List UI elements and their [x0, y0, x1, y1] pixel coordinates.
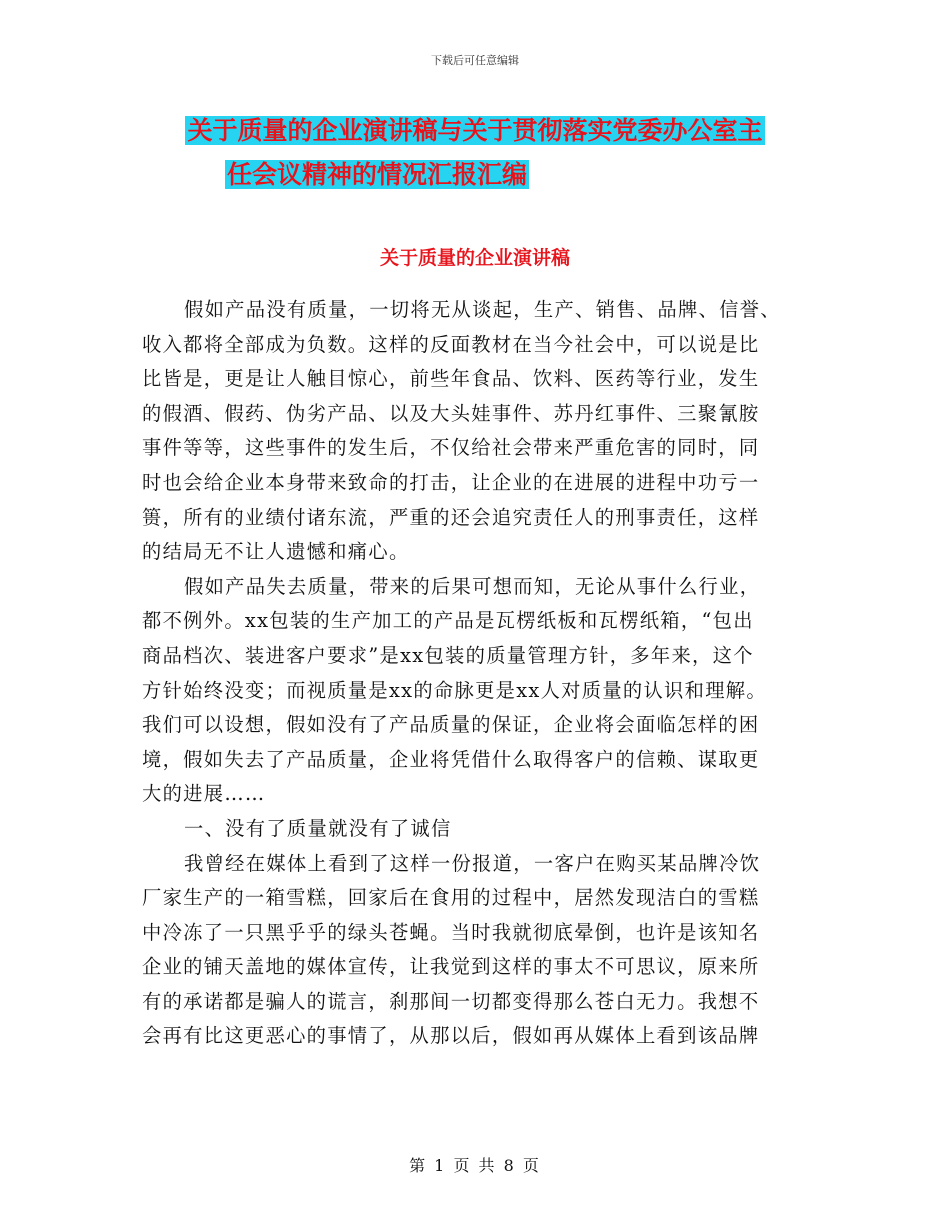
- paragraph-line: 商品档次、装进客户要求”是xx包装的质量管理方针，多年来，这个: [142, 643, 754, 667]
- page-number-footer: 第 1 页 共 8 页: [409, 1156, 541, 1175]
- title-line-1-text: 关于质量的企业演讲稿与关于贯彻落实党委办公室主: [187, 116, 763, 145]
- paragraph-line: 我曾经在媒体上看到了这样一份报道，一客户在购买某品牌冷饮: [184, 851, 761, 875]
- header-note: 下载后可任意编辑: [431, 54, 519, 67]
- paragraph-line: 方针始终没变；而视质量是xx的命脉更是xx人对质量的认识和理解。: [142, 678, 767, 702]
- paragraph-line: 我们可以设想，假如没有了产品质量的保证，企业将会面临怎样的困: [142, 713, 760, 737]
- paragraph-line: 假如产品失去质量，带来的后果可想而知，无论从事什么行业，: [184, 574, 761, 598]
- paragraph-line: 时也会给企业本身带来致命的打击，让企业的在进展的进程中功亏一: [142, 470, 760, 494]
- paragraph-line: 的结局无不让人遗憾和痛心。: [142, 540, 410, 564]
- section-subheading: 一、没有了质量就没有了诚信: [184, 816, 452, 840]
- section-heading: 关于质量的企业演讲稿: [379, 247, 570, 269]
- paragraph-line: 中冷冻了一只黑乎乎的绿头苍蝇。当时我就彻底晕倒，也许是该知名: [142, 920, 760, 944]
- paragraph-line: 收入都将全部成为负数。这样的反面教材在当今社会中，可以说是比: [142, 332, 760, 356]
- document-title-line-1: [0, 110, 950, 152]
- paragraph-line: 的假酒、假药、伪劣产品、以及大头娃事件、苏丹红事件、三聚氰胺: [142, 401, 760, 425]
- paragraph-line: 有的承诺都是骗人的谎言，刹那间一切都变得那么苍白无力。我想不: [142, 989, 760, 1013]
- paragraph-line: 厂家生产的一箱雪糕，回家后在食用的过程中，居然发现洁白的雪糕: [142, 886, 760, 910]
- paragraph-line: 篑，所有的业绩付诸东流，严重的还会追究责任人的刑事责任，这样: [142, 505, 760, 529]
- paragraph-line: 都不例外。xx包装的生产加工的产品是瓦楞纸板和瓦楞纸箱，“包出: [142, 609, 754, 633]
- title-line-2-text: 任会议精神的情况汇报汇编: [226, 160, 527, 189]
- document-title-line-2: [0, 154, 852, 196]
- paragraph-line: 境，假如失去了产品质量，企业将凭借什么取得客户的信赖、谋取更: [142, 747, 760, 771]
- paragraph-line: 企业的铺天盖地的媒体宣传，让我觉到这样的事太不可思议，原来所: [142, 955, 760, 979]
- paragraph-line: 比皆是，更是让人触目惊心，前些年食品、饮料、医药等行业，发生: [142, 367, 760, 391]
- paragraph-line: 事件等等，这些事件的发生后，不仅给社会带来严重危害的同时，同: [142, 436, 760, 460]
- paragraph-line: 会再有比这更恶心的事情了，从那以后，假如再从媒体上看到该品牌: [142, 1024, 760, 1048]
- paragraph-line: 大的进展……: [142, 782, 266, 806]
- paragraph-line: 假如产品没有质量，一切将无从谈起，生产、销售、品牌、信誉、: [184, 298, 781, 321]
- body-text: [142, 293, 808, 1054]
